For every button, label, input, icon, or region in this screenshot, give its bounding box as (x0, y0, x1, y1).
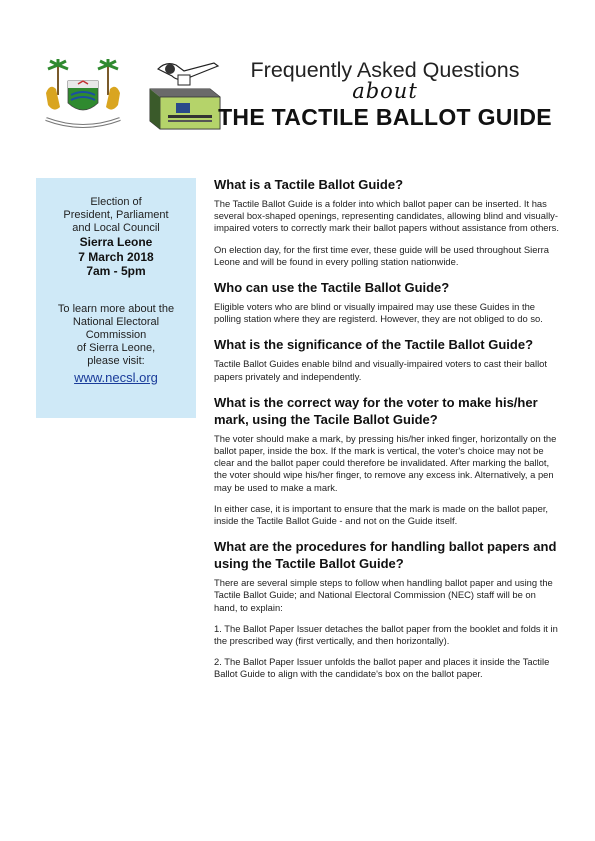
section-paragraph: There are several simple steps to follow when handling ballot paper and using the Tactile Ballot Guide; and National Electoral Commission (NEC) staff will be on hand, to explain: (214, 577, 553, 613)
section-heading: What is the correct way for the voter to make his/her mark, using the Tacile Ballot Guide? (214, 394, 538, 427)
section-heading: What are the procedures for handling ballot papers and using the Tactile Ballot Guide? (214, 539, 557, 572)
coat-of-arms-icon (38, 55, 128, 135)
section-paragraph: The voter should make a mark, by pressing his/her inked finger, horizontally on the ballot paper, inside the box. If the mark is vertical, the voter's choice may not be clear and the ballot paper could therefore be invalidated. After marking the ballot, the voter should wipe his/her finger, to remove any excess ink. Alternatively, a pen may be used to make a mark. (214, 432, 557, 493)
election-line3: and Local Council (72, 222, 160, 234)
section-paragraph: On election day, for the first time ever, these guide will be used throughout Sierra Leone and will be found in every polling station nationwide. (214, 243, 549, 267)
faq-section (214, 336, 560, 382)
section-paragraph: 2. The Ballot Paper Issuer unfolds the ballot paper and places it inside the Tactile Ballot Guide to align with the candidate's box on the ballot paper. (214, 656, 550, 680)
section-paragraph: The Tactile Ballot Guide is a folder into which ballot paper can be inserted. It has several box-shaped openings, representing candidates, allowing blind and visually-impaired voters to correctly mark their ballot papers without assistance from others. (214, 198, 559, 234)
section-paragraph: Eligible voters who are blind or visually impaired may use these Guides in the polling station where they are registerd. However, they are not obliged to do so. (214, 301, 543, 325)
info-line3: Commission (85, 328, 147, 341)
faq-section (214, 538, 560, 680)
faq-section (214, 176, 560, 268)
info-line2: National Electoral (72, 315, 160, 328)
page-title: THE TACTILE BALLOT GUIDE (218, 104, 552, 130)
faq-section (214, 279, 560, 325)
header-line1: Frequently Asked Questions (250, 58, 520, 82)
election-line1: Election of (90, 196, 142, 208)
section-paragraph: Tactile Ballot Guides enable bilnd and visually-impaired voters to cast their ballot papers privately and independently. (214, 358, 547, 382)
info-line5: please visit: (87, 354, 145, 367)
info-line1: To learn more about the (57, 302, 175, 315)
header-line2: about (352, 79, 418, 103)
election-line2: President, Parliament (63, 209, 169, 221)
section-paragraph: 1. The Ballot Paper Issuer detaches the ballot paper from the booklet and folds it in the prescribed way (first vertically, and then horizontally). (214, 622, 558, 647)
polling-hours: 7am - 5pm (86, 264, 146, 278)
faq-section (214, 394, 560, 527)
election-date: 7 March 2018 (78, 249, 154, 264)
logos (38, 55, 198, 135)
page-header (200, 58, 570, 132)
section-heading: Who can use the Tactile Ballot Guide? (214, 280, 450, 296)
info-line4: of Sierra Leone, (76, 341, 156, 354)
section-paragraph: In either case, it is important to ensure that the mark is made on the ballot paper, inside the Tactile Ballot Guide - and not on the Guide itself. (214, 502, 549, 527)
info-sidebar (36, 178, 196, 418)
website-link[interactable]: www.necsl.org (74, 369, 158, 385)
section-heading: What is a Tactile Ballot Guide? (214, 177, 404, 192)
faq-content (214, 176, 560, 692)
country: Sierra Leone (79, 235, 153, 249)
section-heading: What is the significance of the Tactile Ballot Guide? (214, 337, 534, 353)
